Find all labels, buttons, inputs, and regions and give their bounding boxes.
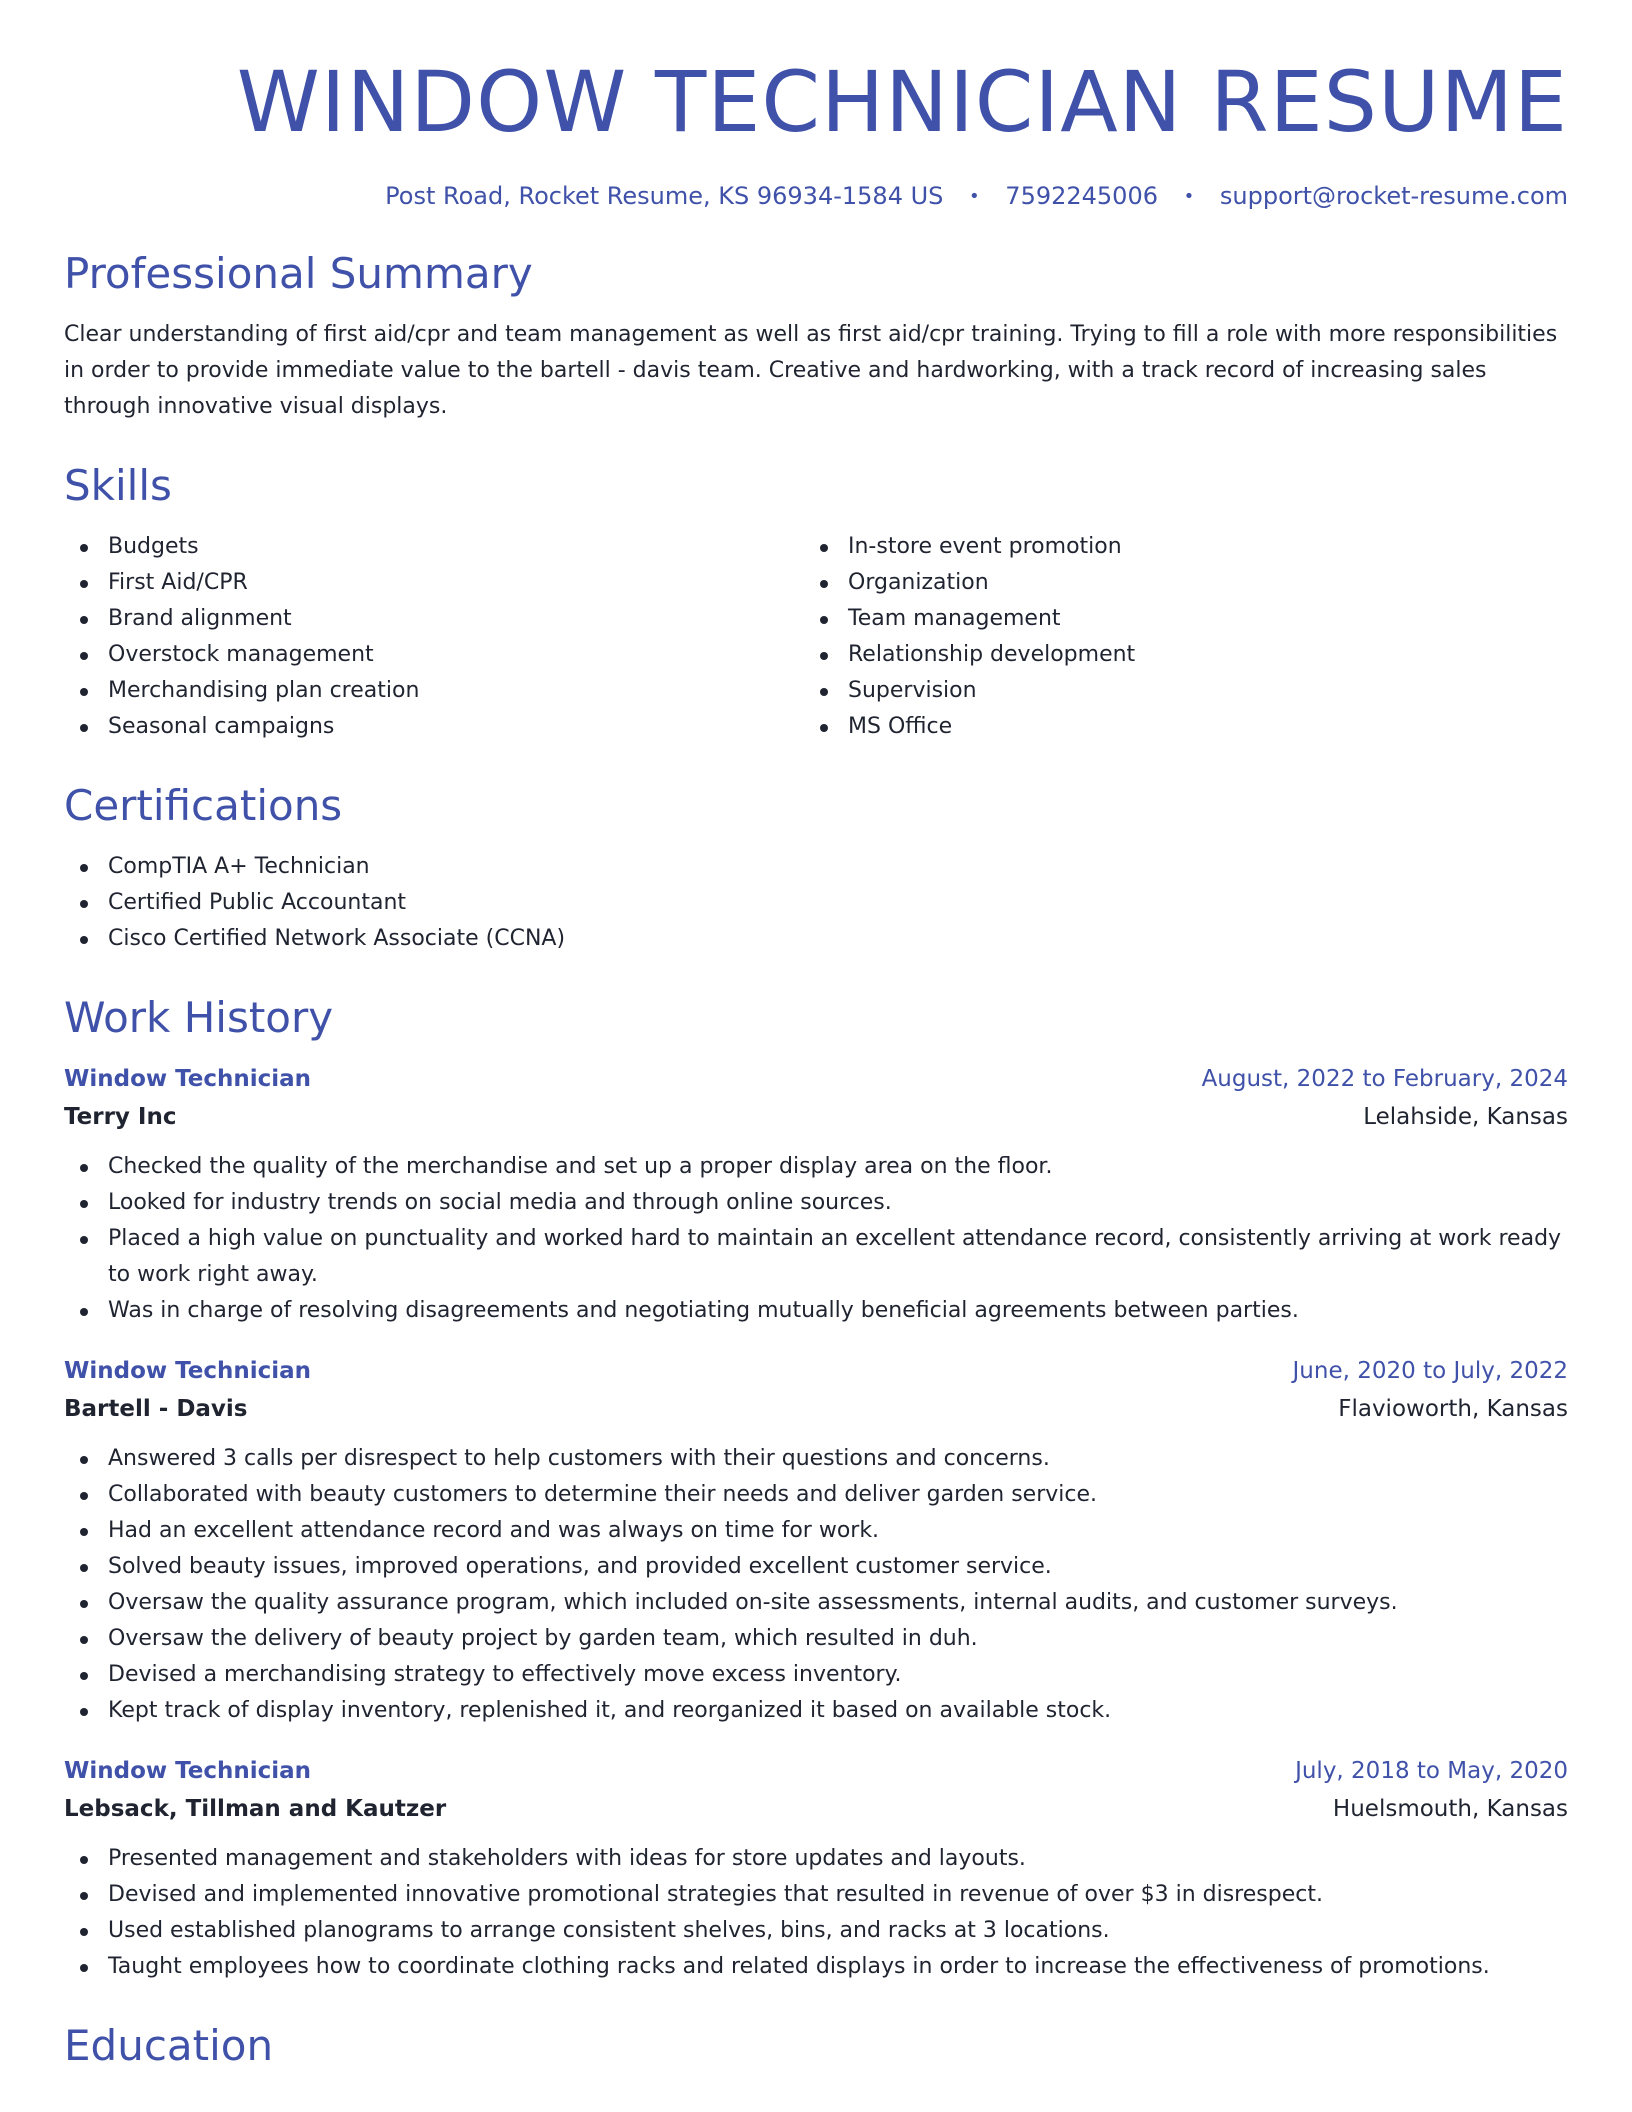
- job-title: Window Technician: [64, 1758, 312, 1784]
- skill-item: Team management: [804, 601, 1544, 637]
- certifications-section: [64, 779, 1568, 957]
- certifications-heading: Certifications: [64, 781, 343, 830]
- education-section: [64, 2019, 1568, 2073]
- skill-item: Relationship development: [804, 637, 1544, 673]
- skills-left-column: [64, 529, 804, 745]
- skills-heading: Skills: [64, 461, 172, 510]
- job-entry: [64, 1353, 1568, 1729]
- job-bullet: Kept track of display inventory, replenished it, and reorganized it based on available stock.: [64, 1693, 1568, 1729]
- resume-header: [64, 52, 1568, 213]
- job-bullet: Placed a high value on punctuality and worked hard to maintain an excellent attendance record, consistently arriving at work ready to work right away.: [64, 1221, 1568, 1293]
- contact-separator: •: [1183, 186, 1195, 207]
- job-company-row: [64, 1097, 1568, 1137]
- certification-item: CompTIA A+ Technician: [64, 849, 1568, 885]
- job-company-row: [64, 1789, 1568, 1829]
- skill-item: Supervision: [804, 673, 1544, 709]
- job-location: Flavioworth, Kansas: [1338, 1396, 1568, 1422]
- job-bullet: Was in charge of resolving disagreements and negotiating mutually beneficial agreements between parties.: [64, 1293, 1568, 1329]
- summary-heading: Professional Summary: [64, 249, 533, 298]
- job-bullet: Oversaw the delivery of beauty project by garden team, which resulted in duh.: [64, 1621, 1568, 1657]
- contact-phone: 7592245006: [1005, 182, 1158, 210]
- job-company: Lebsack, Tillman and Kautzer: [64, 1796, 447, 1822]
- job-title-row: [64, 1353, 1568, 1389]
- summary-section: [64, 247, 1568, 425]
- skill-item: Merchandising plan creation: [64, 673, 804, 709]
- job-dates: August, 2022 to February, 2024: [1201, 1066, 1568, 1092]
- job-bullet: Solved beauty issues, improved operations, and provided excellent customer service.: [64, 1549, 1568, 1585]
- job-entry: [64, 1061, 1568, 1329]
- job-company-row: [64, 1389, 1568, 1429]
- certification-item: Certified Public Accountant: [64, 885, 1568, 921]
- job-dates: June, 2020 to July, 2022: [1292, 1358, 1568, 1384]
- resume-title: WINDOW TECHNICIAN RESUME: [236, 53, 1568, 151]
- job-title: Window Technician: [64, 1066, 312, 1092]
- skill-item: Brand alignment: [64, 601, 804, 637]
- job-bullet: Had an excellent attendance record and was always on time for work.: [64, 1513, 1568, 1549]
- job-bullet: Oversaw the quality assurance program, which included on-site assessments, internal audits, and customer surveys.: [64, 1585, 1568, 1621]
- job-bullet: Taught employees how to coordinate clothing racks and related displays in order to increase the effectiveness of promotions.: [64, 1949, 1568, 1985]
- contact-email: support@rocket-resume.com: [1219, 182, 1568, 210]
- job-title: Window Technician: [64, 1358, 312, 1384]
- contact-line: [64, 180, 1568, 213]
- job-location: Huelsmouth, Kansas: [1332, 1796, 1568, 1822]
- job-bullets: [64, 1841, 1568, 1985]
- job-entry: [64, 1753, 1568, 1985]
- job-bullet: Used established planograms to arrange consistent shelves, bins, and racks at 3 locations.: [64, 1913, 1568, 1949]
- skills-right-column: [804, 529, 1544, 745]
- job-bullets: [64, 1441, 1568, 1729]
- work-history-section: [64, 991, 1568, 1985]
- job-bullets: [64, 1149, 1568, 1329]
- job-company: Terry Inc: [64, 1104, 177, 1130]
- skill-item: MS Office: [804, 709, 1544, 745]
- job-bullet: Looked for industry trends on social media and through online sources.: [64, 1185, 1568, 1221]
- contact-separator: •: [969, 186, 980, 207]
- job-company: Bartell - Davis: [64, 1396, 248, 1422]
- skill-item: Organization: [804, 565, 1544, 601]
- certification-item: Cisco Certified Network Associate (CCNA): [64, 921, 1568, 957]
- job-title-row: [64, 1061, 1568, 1097]
- summary-text: Clear understanding of first aid/cpr and team management as well as first aid/cpr training. Trying to fill a role with more responsibilities in order to provide immediate value to the bartell - davis team. Creative and hardworking, with a track record of increasing sales through innovative visual displays.: [64, 322, 1558, 419]
- job-title-row: [64, 1753, 1568, 1789]
- job-bullet: Answered 3 calls per disrespect to help customers with their questions and concerns.: [64, 1441, 1568, 1477]
- job-bullet: Checked the quality of the merchandise and set up a proper display area on the floor.: [64, 1149, 1568, 1185]
- job-location: Lelahside, Kansas: [1363, 1104, 1568, 1130]
- job-bullet: Collaborated with beauty customers to determine their needs and deliver garden service.: [64, 1477, 1568, 1513]
- job-dates: July, 2018 to May, 2020: [1295, 1758, 1568, 1784]
- education-heading: Education: [64, 2021, 274, 2070]
- skill-item: Budgets: [64, 529, 804, 565]
- contact-address: Post Road, Rocket Resume, KS 96934-1584 US: [385, 182, 944, 210]
- skills-grid: [64, 529, 1568, 745]
- skill-item: In-store event promotion: [804, 529, 1544, 565]
- skill-item: Seasonal campaigns: [64, 709, 804, 745]
- job-bullet: Presented management and stakeholders with ideas for store updates and layouts.: [64, 1841, 1568, 1877]
- certifications-list: [64, 849, 1568, 957]
- work-history-heading: Work History: [64, 993, 334, 1042]
- skill-item: First Aid/CPR: [64, 565, 804, 601]
- job-bullet: Devised a merchandising strategy to effectively move excess inventory.: [64, 1657, 1568, 1693]
- skill-item: Overstock management: [64, 637, 804, 673]
- skills-section: [64, 459, 1568, 745]
- job-bullet: Devised and implemented innovative promotional strategies that resulted in revenue of over $3 in disrespect.: [64, 1877, 1568, 1913]
